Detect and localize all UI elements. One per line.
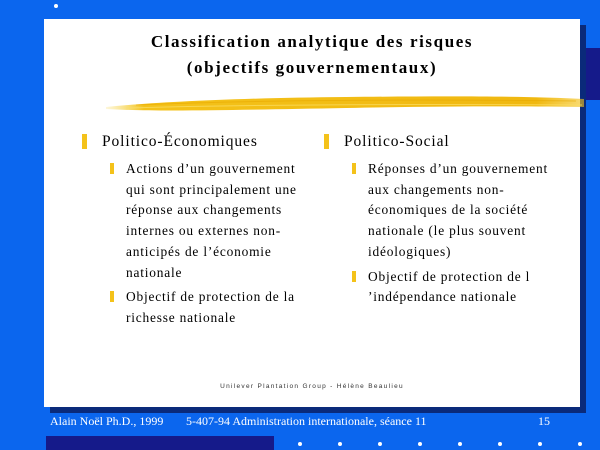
bullet-marker-icon — [324, 134, 329, 149]
heading-text: Politico-Économiques — [102, 133, 258, 150]
dot-icon — [498, 442, 502, 446]
footer-author: Alain Noël Ph.D., 1999 — [50, 414, 164, 428]
dot-icon — [378, 442, 382, 446]
decorative-right-bar — [586, 48, 600, 100]
sub-bullet-item — [324, 267, 569, 308]
footer-course: 5-407-94 Administration internationale, séance 11 — [186, 414, 427, 428]
dot-icon — [538, 442, 542, 446]
column-politico-economiques — [82, 131, 312, 333]
sub-bullet-marker-icon — [110, 291, 114, 302]
sub-bullet-marker-icon — [352, 163, 356, 174]
brush-stroke-divider — [106, 95, 584, 113]
dot-icon — [578, 442, 582, 446]
slide-credit: Unilever Plantation Group - Hélène Beaulieu — [220, 383, 404, 390]
decorative-bottom-bar — [46, 436, 274, 450]
sub-bullet-marker-icon — [352, 271, 356, 282]
sub-bullet-item — [82, 287, 312, 328]
sub-bullet-list — [324, 159, 569, 308]
dot-icon — [54, 4, 58, 8]
sub-bullet-marker-icon — [110, 163, 114, 174]
heading-text: Politico-Social — [344, 133, 450, 150]
sub-bullet-text: Objectif de protection de la richesse nationale — [126, 289, 295, 325]
dot-icon — [458, 442, 462, 446]
column-politico-social — [324, 131, 569, 312]
bullet-heading — [82, 131, 312, 153]
dot-icon — [418, 442, 422, 446]
title-line-1: Classification analytique des risques — [150, 32, 474, 51]
sub-bullet-text: Réponses d’un gouvernement aux changements non-économiques de la société nationale (le plus souvent idéologiques) — [368, 161, 548, 259]
sub-bullet-list — [82, 159, 312, 329]
sub-bullet-text: Objectif de protection de l ’indépendance nationale — [368, 268, 531, 305]
dot-icon — [338, 442, 342, 446]
bullet-heading — [324, 131, 569, 153]
sub-bullet-item — [82, 159, 312, 283]
slide-title — [44, 29, 580, 81]
dot-icon — [298, 442, 302, 446]
footer-page-number: 15 — [538, 414, 550, 428]
title-line-2: (objectifs gouvernementaux) — [186, 58, 438, 77]
sub-bullet-item — [324, 159, 569, 263]
slide-card — [44, 19, 580, 407]
sub-bullet-text: Actions d’un gouvernement qui sont principalement une réponse aux changements internes ou externes non-anticipés de l’économie nationale — [126, 161, 297, 280]
bullet-marker-icon — [82, 134, 87, 149]
